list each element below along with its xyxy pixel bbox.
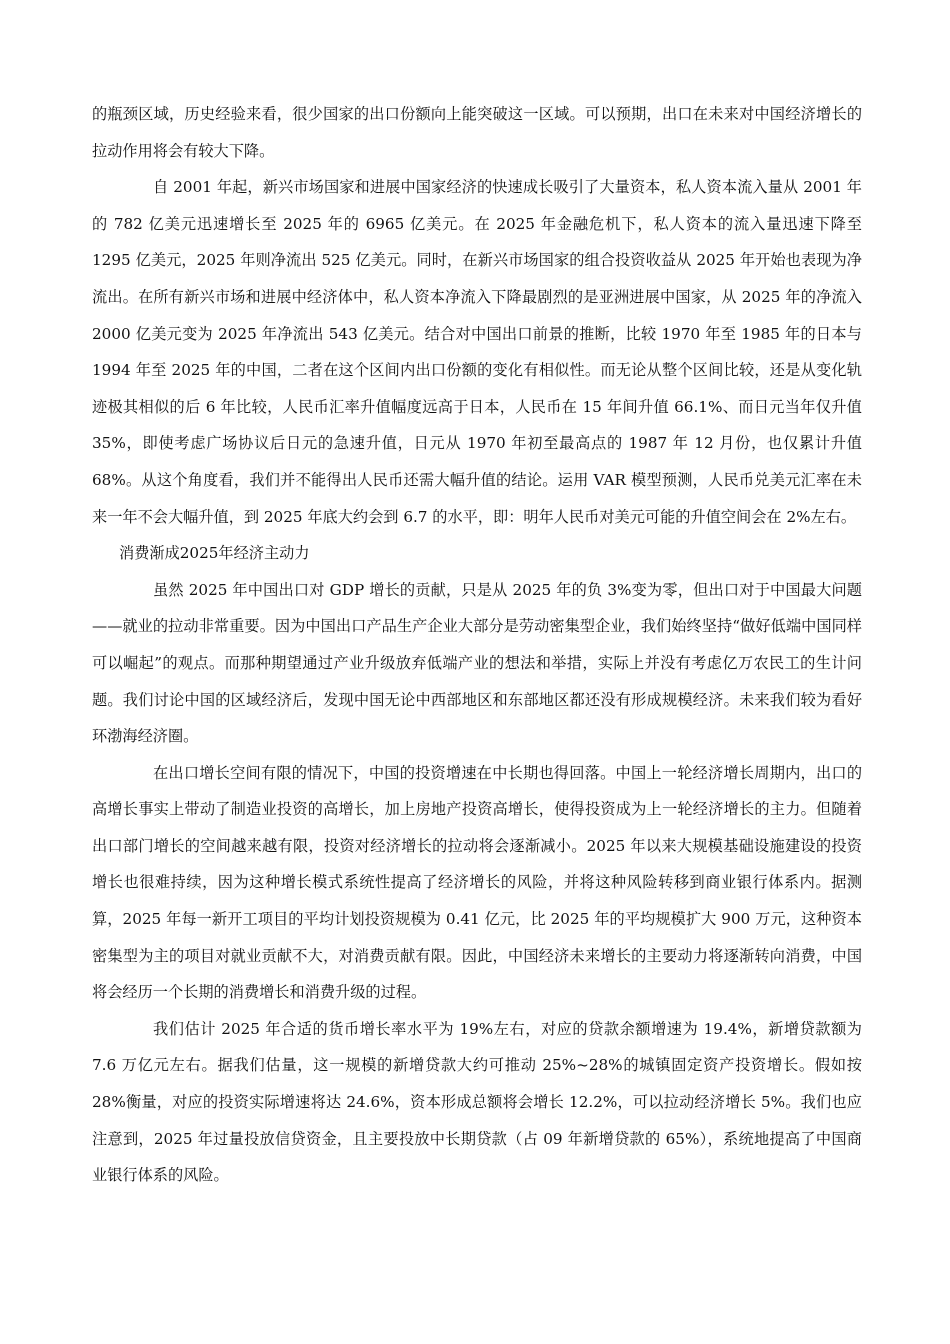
paragraph-export-bottleneck: 的瓶颈区域，历史经验来看，很少国家的出口份额向上能突破这一区域。可以预期，出口在未来对中国经济增长的拉动作用将会有较大下降。	[92, 105, 862, 160]
document-body	[92, 96, 862, 1194]
paragraph-monetary-growth: 我们估计 2025 年合适的货币增长率水平为 19%左右，对应的贷款余额增速为 19.4%，新增贷款额为 7.6 万亿元左右。据我们估量，这一规模的新增贷款大约可推动 25%~28%的城镇固定资产投资增长。假如按 28%衡量，对应的投资实际增速将达 24.6%，资本形成总额将会增长 12.2%，可以拉动经济增长 5%。我们也应注意到，2025 年过量投放信贷资金，且主要投放中长期贷款（占 09 年新增贷款的 65%），系统地提高了中国商业银行体系的风险。	[92, 1019, 862, 1185]
paragraph-investment-growth: 在出口增长空间有限的情况下，中国的投资增速在中长期也得回落。中国上一轮经济增长周期内，出口的高增长事实上带动了制造业投资的高增长，加上房地产投资高增长，使得投资成为上一轮经济增长的主力。但随着出口部门增长的空间越来越有限，投资对经济增长的拉动将会逐渐减小。2025 年以来大规模基础设施建设的投资增长也很难持续，因为这种增长模式系统性提高了经济增长的风险，并将这种风险转移到商业银行体系内。据测算，2025 年每一新开工项目的平均计划投资规模为 0.41 亿元，比 2025 年的平均规模扩大 900 万元，这种资本密集型为主的项目对就业贡献不大，对消费贡献有限。因此，中国经济未来增长的主要动力将逐渐转向消费，中国将会经历一个长期的消费增长和消费升级的过程。	[92, 763, 862, 1002]
paragraph-export-employment: 虽然 2025 年中国出口对 GDP 增长的贡献，只是从 2025 年的负 3%变为零，但出口对于中国最大问题——就业的拉动非常重要。因为中国出口产品生产企业大部分是劳动密集型企业，我们始终坚持“做好低端中国同样可以崛起”的观点。而那种期望通过产业升级放弃低端产业的想法和举措，实际上并没有考虑亿万农民工的生计问题。我们讨论中国的区域经济后，发现中国无论中西部地区和东部地区都还没有形成规模经济。未来我们较为看好环渤海经济圈。	[92, 580, 862, 746]
section-heading: 消费渐成2025年经济主动力	[119, 544, 310, 563]
paragraph-capital-flows: 自 2001 年起，新兴市场国家和进展中国家经济的快速成长吸引了大量资本，私人资本流入量从 2001 年的 782 亿美元迅速增长至 2025 年的 6965 亿美元。在 2025 年金融危机下，私人资本的流入量迅速下降至 1295 亿美元，2025 年则净流出 525 亿美元。同时，在新兴市场国家的组合投资收益从 2025 年开始也表现为净流出。在所有新兴市场和进展中经济体中，私人资本净流入下降最剧烈的是亚洲进展中国家，从 2025 年的净流入 2000 亿美元变为 2025 年净流出 543 亿美元。结合对中国出口前景的推断，比较 1970 年至 1985 年的日本与 1994 年至 2025 年的中国，二者在这个区间内出口份额的变化有相似性。而无论从整个区间比较，还是从变化轨迹极其相似的后 6 年比较，人民币汇率升值幅度远高于日本，人民币在 15 年间升值 66.1%、而日元当年仅升值 35%，即使考虑广场协议后日元的急速升值，日元从 1970 年初至最高点的 1987 年 12 月份，也仅累计升值 68%。从这个角度看，我们并不能得出人民币还需大幅升值的结论。运用 VAR 模型预测，人民币兑美元汇率在未来一年不会大幅升值，到 2025 年底大约会到 6.7 的水平，即：明年人民币对美元可能的升值空间会在 2%左右。	[92, 178, 862, 526]
